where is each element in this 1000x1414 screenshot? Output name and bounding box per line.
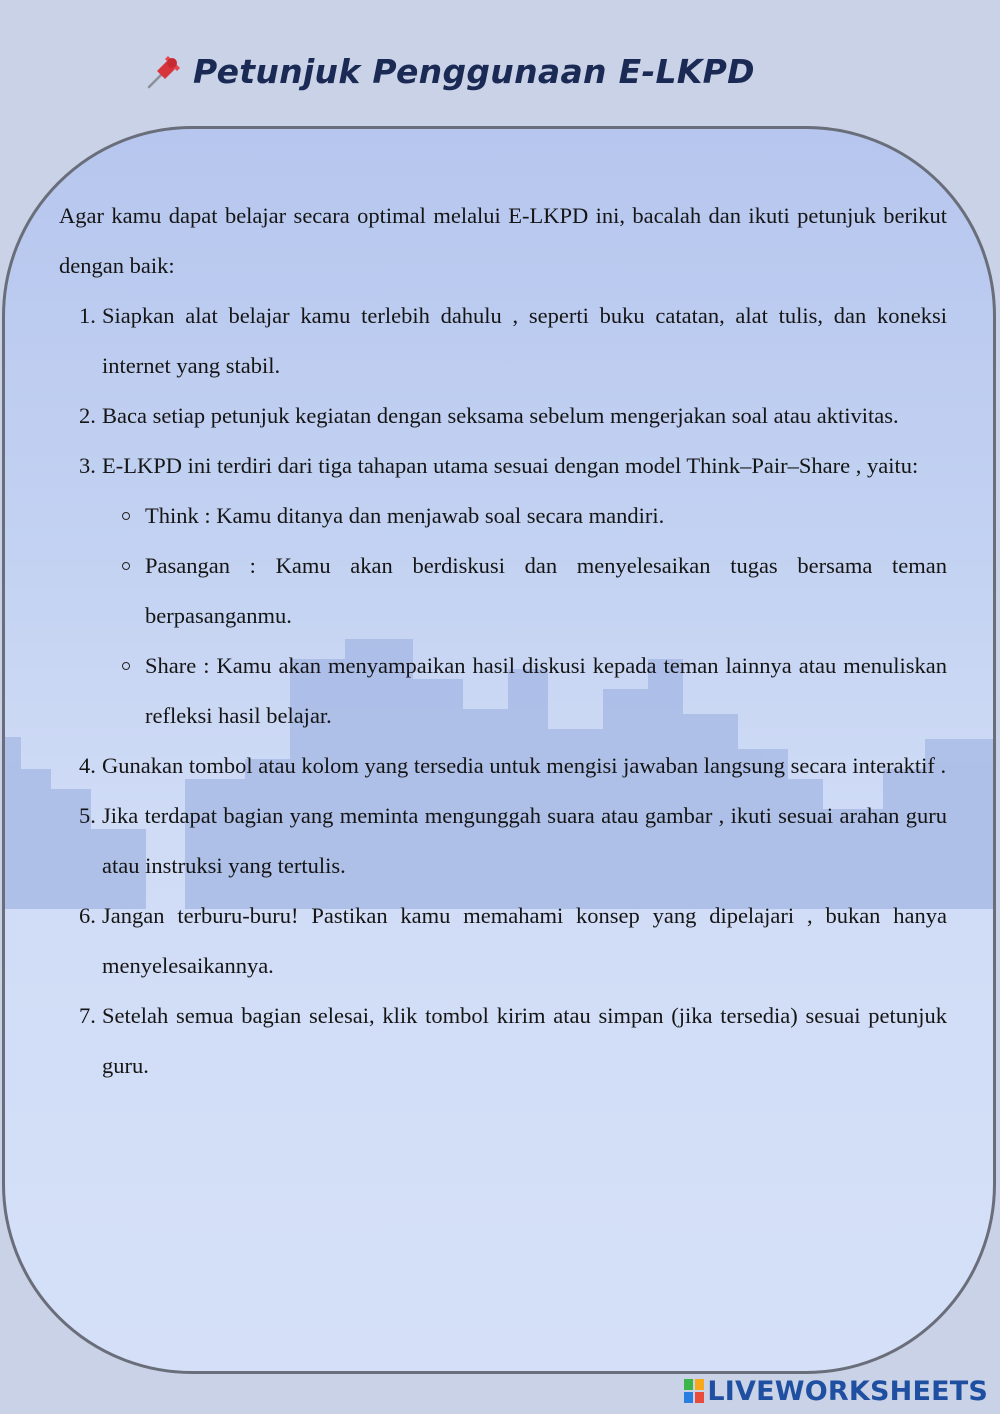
step-item (59, 891, 947, 991)
step-number: 4. (79, 753, 96, 778)
step-text: Siapkan alat belajar kamu terlebih dahulu , seperti buku catatan, alat tulis, dan koneksi internet yang stabil. (102, 303, 947, 378)
title-row (145, 46, 755, 96)
step-item (59, 991, 947, 1091)
circle-bullet-icon (122, 562, 130, 570)
step-text: Baca setiap petunjuk kegiatan dengan seksama sebelum mengerjakan soal atau aktivitas. (102, 403, 899, 428)
step-number: 2. (79, 403, 96, 428)
sub-item-think (102, 491, 947, 541)
step-number: 7. (79, 1003, 96, 1028)
step-text: Jika terdapat bagian yang meminta mengunggah suara atau gambar , ikuti sesuai arahan guru atau instruksi yang tertulis. (102, 803, 947, 878)
step-number: 6. (79, 903, 96, 928)
brand-name: LIVEWORKSHEETS (707, 1375, 988, 1407)
pushpin-icon (145, 51, 185, 91)
liveworksheets-brand[interactable] (684, 1374, 988, 1408)
circle-bullet-icon (122, 662, 130, 670)
step-text: Gunakan tombol atau kolom yang tersedia untuk mengisi jawaban langsung secara interaktif . (102, 753, 947, 778)
step-text: E-LKPD ini terdiri dari tiga tahapan utama sesuai dengan model Think–Pair–Share , yaitu: (102, 453, 919, 478)
step-text: Jangan terburu-buru! Pastikan kamu memahami konsep yang dipelajari , bukan hanya menyelesaikannya. (102, 903, 947, 978)
step-item (59, 291, 947, 391)
step-number: 1. (79, 303, 96, 328)
sub-item-text: Share : Kamu akan menyampaikan hasil diskusi kepada teman lainnya atau menuliskan refleksi hasil belajar. (145, 653, 947, 728)
step-text: Setelah semua bagian selesai, klik tombol kirim atau simpan (jika tersedia) sesuai petunjuk guru. (102, 1003, 947, 1078)
instructions-content (59, 191, 947, 1091)
circle-bullet-icon (122, 512, 130, 520)
step-item (59, 441, 947, 741)
step-item (59, 741, 947, 791)
sub-item-text: Think : Kamu ditanya dan menjawab soal secara mandiri. (145, 503, 665, 528)
instructions-panel (2, 126, 996, 1374)
steps-list (59, 291, 947, 1091)
sub-item-pair (102, 541, 947, 641)
sub-item-share (102, 641, 947, 741)
sub-item-text: Pasangan : Kamu akan berdiskusi dan menyelesaikan tugas bersama teman berpasanganmu. (145, 553, 947, 628)
step-item (59, 791, 947, 891)
step-number: 3. (79, 453, 96, 478)
intro-paragraph: Agar kamu dapat belajar secara optimal melalui E-LKPD ini, bacalah dan ikuti petunjuk berikut dengan baik: (59, 203, 947, 278)
page-title: Petunjuk Penggunaan E-LKPD (193, 51, 755, 91)
think-pair-share-list (102, 491, 947, 741)
liveworksheets-logo-icon (684, 1379, 704, 1403)
step-number: 5. (79, 803, 96, 828)
step-item (59, 391, 947, 441)
